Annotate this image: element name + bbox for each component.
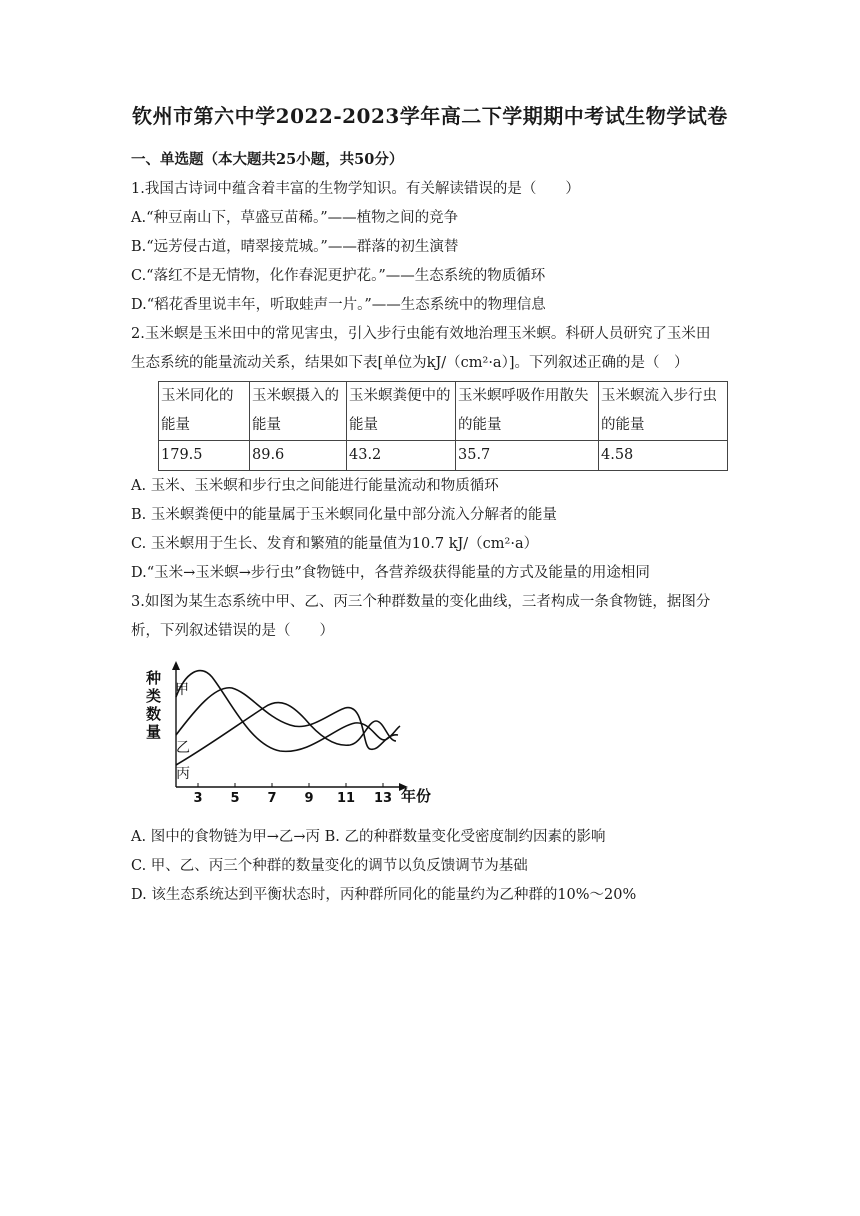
y-label-char: 类: [146, 687, 162, 705]
table-header-cell: 玉米螟呼吸作用散失 的能量: [456, 382, 599, 441]
series-label-jia: 甲: [175, 682, 189, 698]
series-line-jia: [176, 671, 400, 752]
q3-options-ab: A. 图中的食物链为甲→乙→丙 B. 乙的种群数量变化受密度制约因素的影响: [131, 829, 606, 845]
x-tick-label: 9: [304, 791, 314, 805]
y-label-char: 数: [146, 705, 162, 723]
y-label-char: 种: [146, 669, 162, 687]
table-header-cell: 玉米螟摄入的 能量: [250, 382, 347, 441]
q2-option-c: C. 玉米螟用于生长、发育和繁殖的能量值为10.7 kJ/（cm²·a）: [131, 536, 539, 552]
table-cell: 4.58: [599, 441, 728, 471]
x-tick-label: 5: [230, 791, 240, 805]
table-cell: 179.5: [159, 441, 250, 471]
population-chart: [140, 655, 440, 805]
q3-option-c: C. 甲、乙、丙三个种群的数量变化的调节以负反馈调节为基础: [131, 858, 528, 874]
q3-option-d: D. 该生态系统达到平衡状态时，丙种群所同化的能量约为乙种群的10%～20%: [131, 887, 637, 903]
energy-table: [158, 381, 728, 471]
x-axis-label: 年份: [401, 787, 432, 805]
q3-stem-line2: 析，下列叙述错误的是（ ）: [131, 623, 334, 639]
table-cell: 35.7: [456, 441, 599, 471]
series-line-yi: [176, 688, 398, 750]
x-tick-label: 7: [267, 791, 277, 805]
table-cell: 89.6: [250, 441, 347, 471]
series-label-yi: 乙: [176, 740, 190, 756]
x-tick-label: 13: [373, 791, 393, 805]
table-header-cell: 玉米螟流入步行虫 的能量: [599, 382, 728, 441]
q1-option-c: C.“落红不是无情物，化作春泥更护花。”——生态系统的物质循环: [131, 268, 546, 284]
y-label-char: 量: [146, 723, 162, 741]
q2-option-a: A. 玉米、玉米螟和步行虫之间能进行能量流动和物质循环: [131, 478, 499, 494]
table-header-cell: 玉米同化的 能量: [159, 382, 250, 441]
q1-option-a: A.“种豆南山下，草盛豆苗稀。”——植物之间的竞争: [131, 210, 459, 226]
q3-stem-line1: 3.如图为某生态系统中甲、乙、丙三个种群数量的变化曲线，三者构成一条食物链，据图分: [131, 594, 711, 610]
q2-stem-line1: 2.玉米螟是玉米田中的常见害虫，引入步行虫能有效地治理玉米螟。科研人员研究了玉米田: [131, 326, 711, 342]
series-label-bing: 丙: [176, 766, 190, 782]
table-cell: 43.2: [347, 441, 456, 471]
q1-stem: 1.我国古诗词中蕴含着丰富的生物学知识。有关解读错误的是（ ）: [131, 181, 580, 197]
x-tick-label: 11: [336, 791, 356, 805]
q1-option-b: B.“远芳侵古道，晴翠接荒城。”——群落的初生演替: [131, 239, 459, 255]
x-tick-label: 3: [193, 791, 203, 805]
page-title: 钦州市第六中学2022-2023学年高二下学期期中考试生物学试卷: [132, 104, 728, 128]
q2-option-d: D.“玉米→玉米螟→步行虫”食物链中，各营养级获得能量的方式及能量的用途相同: [131, 565, 650, 581]
table-row: [159, 441, 728, 471]
table-header-row: [159, 382, 728, 441]
table-header-cell: 玉米螟粪便中的 能量: [347, 382, 456, 441]
q1-option-d: D.“稻花香里说丰年，听取蛙声一片。”——生态系统中的物理信息: [131, 297, 546, 313]
series-line-bing: [176, 703, 396, 765]
q2-stem-line2: 生态系统的能量流动关系，结果如下表[单位为kJ/（cm²·a）]。下列叙述正确的是（ ）: [131, 355, 689, 371]
q2-option-b: B. 玉米螟粪便中的能量属于玉米螟同化量中部分流入分解者的能量: [131, 507, 557, 523]
section-heading: 一、单选题（本大题共25小题，共50分）: [131, 151, 404, 168]
y-axis-arrow: [172, 661, 180, 670]
